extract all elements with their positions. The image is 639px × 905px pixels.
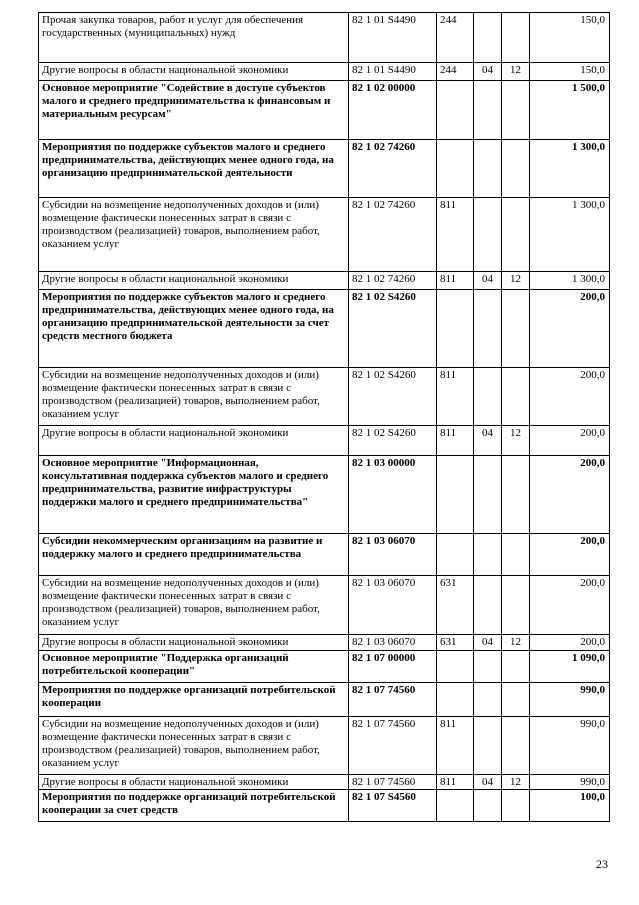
cell-pr <box>502 290 530 368</box>
cell-vr <box>437 81 474 140</box>
cell-sum: 200,0 <box>530 456 610 534</box>
table-row <box>39 456 610 534</box>
cell-sum: 200,0 <box>530 290 610 368</box>
cell-sum: 150,0 <box>530 13 610 63</box>
cell-sum: 990,0 <box>530 683 610 717</box>
table-row <box>39 290 610 368</box>
cell-pr: 12 <box>502 635 530 651</box>
cell-code: 82 1 01 S4490 <box>349 13 437 63</box>
cell-vr <box>437 790 474 822</box>
cell-vr: 244 <box>437 13 474 63</box>
cell-vr <box>437 140 474 198</box>
cell-sum: 1 500,0 <box>530 81 610 140</box>
cell-name: Мероприятия по поддержке организаций потребительской кооперации за счет средств <box>39 790 349 822</box>
cell-code: 82 1 07 74560 <box>349 683 437 717</box>
cell-rz: 04 <box>474 63 502 81</box>
cell-sum: 990,0 <box>530 717 610 775</box>
cell-sum: 1 300,0 <box>530 272 610 290</box>
cell-rz <box>474 198 502 272</box>
cell-rz: 04 <box>474 426 502 456</box>
cell-rz <box>474 717 502 775</box>
cell-rz <box>474 534 502 576</box>
cell-code: 82 1 02 74260 <box>349 140 437 198</box>
page-number: 23 <box>596 857 608 871</box>
table-row <box>39 790 610 822</box>
table-row <box>39 717 610 775</box>
cell-pr <box>502 717 530 775</box>
cell-pr <box>502 13 530 63</box>
cell-vr: 631 <box>437 635 474 651</box>
cell-code: 82 1 02 74260 <box>349 272 437 290</box>
cell-rz: 04 <box>474 775 502 790</box>
cell-sum: 1 300,0 <box>530 140 610 198</box>
cell-code: 82 1 02 S4260 <box>349 290 437 368</box>
cell-vr: 811 <box>437 368 474 426</box>
cell-name: Мероприятия по поддержке организаций потребительской кооперации <box>39 683 349 717</box>
cell-rz <box>474 683 502 717</box>
cell-rz <box>474 651 502 683</box>
cell-name: Субсидии на возмещение недополученных доходов и (или) возмещение фактически понесенных затрат в связи с производством (реализацией) товаров, выполнением работ, оказанием услуг <box>39 576 349 635</box>
budget-table <box>38 12 610 822</box>
cell-code: 82 1 03 06070 <box>349 534 437 576</box>
table-row <box>39 534 610 576</box>
cell-rz <box>474 290 502 368</box>
cell-name: Другие вопросы в области национальной экономики <box>39 63 349 81</box>
cell-sum: 200,0 <box>530 534 610 576</box>
cell-sum: 200,0 <box>530 635 610 651</box>
cell-pr <box>502 368 530 426</box>
cell-pr <box>502 81 530 140</box>
table-row <box>39 683 610 717</box>
cell-rz <box>474 576 502 635</box>
cell-name: Основное мероприятие "Информационная, консультативная поддержка субъектов малого и среднего предпринимательства, развитие инфраструктуры поддержки малого и среднего предпринимательства" <box>39 456 349 534</box>
table-row <box>39 81 610 140</box>
table-row <box>39 651 610 683</box>
cell-rz <box>474 456 502 534</box>
cell-pr <box>502 576 530 635</box>
cell-name: Субсидии на возмещение недополученных доходов и (или) возмещение фактически понесенных затрат в связи с производством (реализацией) товаров, выполнением работ, оказанием услуг <box>39 368 349 426</box>
cell-code: 82 1 03 00000 <box>349 456 437 534</box>
table-row <box>39 63 610 81</box>
table-row <box>39 140 610 198</box>
cell-sum: 100,0 <box>530 790 610 822</box>
cell-rz: 04 <box>474 635 502 651</box>
cell-pr <box>502 790 530 822</box>
cell-sum: 150,0 <box>530 63 610 81</box>
cell-name: Субсидии на возмещение недополученных доходов и (или) возмещение фактически понесенных затрат в связи с производством (реализацией) товаров, выполнением работ, оказанием услуг <box>39 717 349 775</box>
cell-vr <box>437 651 474 683</box>
table-row <box>39 198 610 272</box>
cell-pr <box>502 651 530 683</box>
table-row <box>39 272 610 290</box>
cell-pr <box>502 683 530 717</box>
cell-code: 82 1 03 06070 <box>349 635 437 651</box>
cell-vr <box>437 290 474 368</box>
cell-name: Основное мероприятие "Поддержка организаций потребительской кооперации" <box>39 651 349 683</box>
cell-code: 82 1 02 00000 <box>349 81 437 140</box>
cell-vr <box>437 456 474 534</box>
table-row <box>39 426 610 456</box>
cell-code: 82 1 07 74560 <box>349 717 437 775</box>
cell-vr: 631 <box>437 576 474 635</box>
cell-sum: 200,0 <box>530 576 610 635</box>
cell-name: Субсидии некоммерческим организациям на развитие и поддержку малого и среднего предпринимательства <box>39 534 349 576</box>
cell-code: 82 1 07 S4560 <box>349 790 437 822</box>
cell-sum: 200,0 <box>530 426 610 456</box>
cell-sum: 1 300,0 <box>530 198 610 272</box>
cell-pr <box>502 534 530 576</box>
cell-name: Другие вопросы в области национальной экономики <box>39 635 349 651</box>
cell-code: 82 1 02 S4260 <box>349 368 437 426</box>
cell-sum: 200,0 <box>530 368 610 426</box>
cell-name: Мероприятия по поддержке субъектов малого и среднего предпринимательства, действующих менее одного года, на организацию предпринимательской деятельности <box>39 140 349 198</box>
cell-vr: 811 <box>437 272 474 290</box>
cell-vr: 811 <box>437 717 474 775</box>
cell-rz <box>474 790 502 822</box>
cell-pr: 12 <box>502 775 530 790</box>
table-row <box>39 368 610 426</box>
table-row <box>39 576 610 635</box>
cell-pr <box>502 198 530 272</box>
cell-rz <box>474 140 502 198</box>
cell-vr: 811 <box>437 775 474 790</box>
cell-code: 82 1 07 74560 <box>349 775 437 790</box>
cell-name: Основное мероприятие "Содействие в доступе субъектов малого и среднего предпринимательства к финансовым и материальным ресурсам" <box>39 81 349 140</box>
cell-sum: 1 090,0 <box>530 651 610 683</box>
table-row <box>39 13 610 63</box>
cell-rz <box>474 13 502 63</box>
cell-vr: 244 <box>437 63 474 81</box>
cell-rz: 04 <box>474 272 502 290</box>
cell-code: 82 1 02 S4260 <box>349 426 437 456</box>
cell-vr <box>437 683 474 717</box>
cell-code: 82 1 03 06070 <box>349 576 437 635</box>
cell-vr: 811 <box>437 198 474 272</box>
cell-code: 82 1 02 74260 <box>349 198 437 272</box>
cell-sum: 990,0 <box>530 775 610 790</box>
cell-pr: 12 <box>502 426 530 456</box>
cell-code: 82 1 01 S4490 <box>349 63 437 81</box>
table-body <box>39 13 610 822</box>
cell-name: Субсидии на возмещение недополученных доходов и (или) возмещение фактически понесенных затрат в связи с производством (реализацией) товаров, выполнением работ, оказанием услуг <box>39 198 349 272</box>
table-row <box>39 635 610 651</box>
cell-name: Другие вопросы в области национальной экономики <box>39 272 349 290</box>
cell-name: Прочая закупка товаров, работ и услуг для обеспечения государственных (муниципальных) нужд <box>39 13 349 63</box>
table-row <box>39 775 610 790</box>
cell-pr: 12 <box>502 63 530 81</box>
cell-name: Другие вопросы в области национальной экономики <box>39 426 349 456</box>
cell-vr: 811 <box>437 426 474 456</box>
cell-pr <box>502 456 530 534</box>
cell-rz <box>474 368 502 426</box>
cell-vr <box>437 534 474 576</box>
cell-rz <box>474 81 502 140</box>
cell-name: Мероприятия по поддержке субъектов малого и среднего предпринимательства, действующих менее одного года, на организацию предпринимательской деятельности за счет средств местного бюджета <box>39 290 349 368</box>
cell-pr <box>502 140 530 198</box>
cell-name: Другие вопросы в области национальной экономики <box>39 775 349 790</box>
cell-code: 82 1 07 00000 <box>349 651 437 683</box>
cell-pr: 12 <box>502 272 530 290</box>
